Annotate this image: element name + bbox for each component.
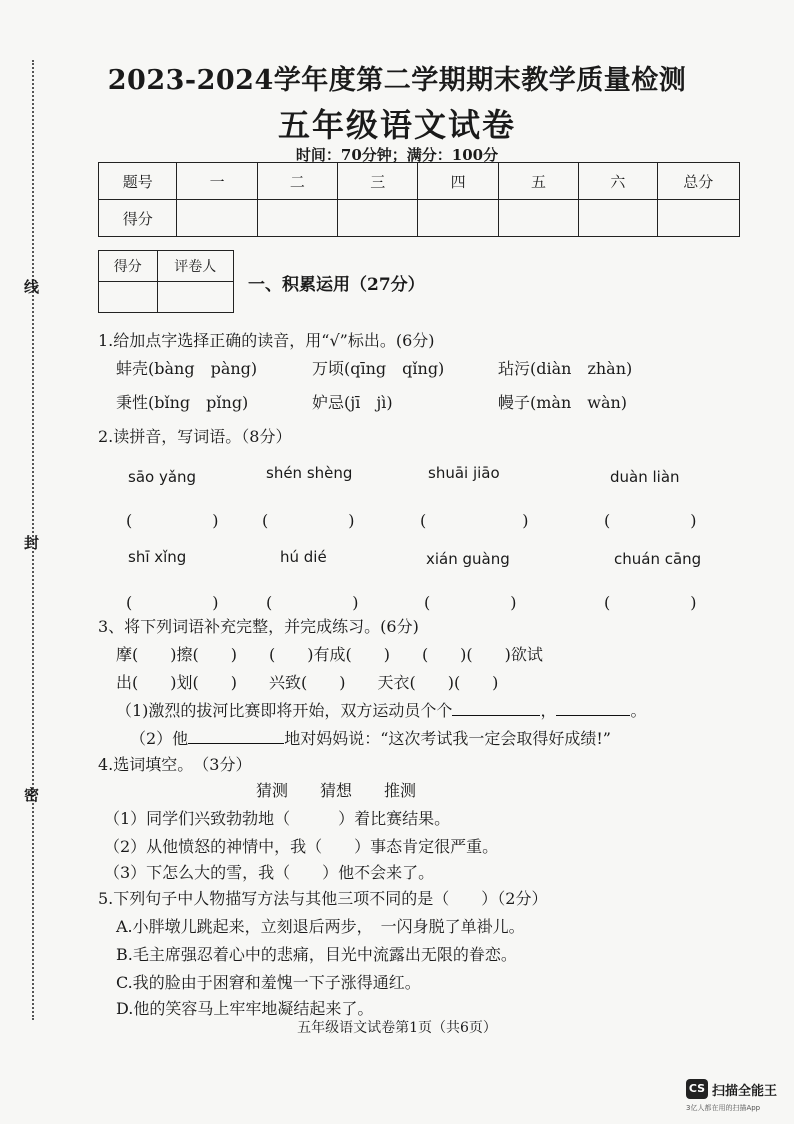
grader-table <box>98 250 234 313</box>
q2-answer-box[interactable]: ( ) <box>126 593 219 612</box>
q4-stem: 4.选词填空。 （3分） <box>98 755 252 774</box>
score-cell: 总分 <box>657 163 739 200</box>
score-cell: 三 <box>338 163 418 200</box>
q3-sub1-end: 。 <box>630 701 647 720</box>
score-input-cell[interactable] <box>579 200 657 237</box>
q1-item: 万顷(qīng qǐng) <box>312 359 445 378</box>
score-table-score-row <box>99 200 740 237</box>
q3-sub2 <box>130 726 611 749</box>
time-score-info: 时间：70分钟；满分：100分 <box>295 146 499 164</box>
side-label-xian: 线 <box>24 278 40 296</box>
q5-option: B.毛主席强忍着心中的悲痛，目光中流露出无限的眷恋。 <box>116 945 517 964</box>
q3-row: 出( )划( ) 兴致( ) 天衣( )( ) <box>116 673 499 692</box>
score-row-label: 得分 <box>99 200 177 237</box>
q3-sub1-text: （1)激烈的拔河比赛即将开始，双方运动员个个 <box>116 701 453 720</box>
q3-sub1-blank[interactable] <box>556 701 630 716</box>
q4-item: （1）同学们兴致勃勃地（ ）着比赛结果。 <box>104 809 451 828</box>
q5-option: D.他的笑容马上牢牢地凝结起来了。 <box>116 999 374 1018</box>
q2-answer-box[interactable]: ( ) <box>604 593 697 612</box>
camscanner-slogan: 3亿人都在用的扫描App <box>686 1104 761 1112</box>
q2-pinyin: shén shèng <box>266 464 353 482</box>
q2-answer-box[interactable]: ( ) <box>604 511 697 530</box>
q1-item: 妒忌(jī jì) <box>312 393 393 412</box>
q3-sub1: （1)激烈的拔河比赛即将开始，双方运动员个个 ， 。 <box>116 701 647 720</box>
q3-sub1-blank[interactable] <box>452 701 540 716</box>
score-cell: 五 <box>498 163 578 200</box>
side-label-feng: 封 <box>24 534 40 552</box>
q1-stem: 1.给加点字选择正确的读音，用“√”标出。(6分) <box>98 331 435 350</box>
q2-pinyin: hú dié <box>280 548 327 566</box>
q2-pinyin: shī xǐng <box>128 548 187 566</box>
q5-option: A.小胖墩儿跳起来，立刻退后两步， 一闪身脱了单褂儿。 <box>116 917 525 936</box>
score-table-header-row <box>99 163 740 200</box>
section-1-title: 一、积累运用（27分） <box>248 275 425 295</box>
page-footer: 五年级语文试卷第1页（共6页） <box>297 1020 497 1036</box>
score-cell: 题号 <box>99 163 177 200</box>
score-cell: 二 <box>257 163 337 200</box>
q2-pinyin: sāo yǎng <box>128 468 197 486</box>
score-input-cell[interactable] <box>657 200 739 237</box>
q1-item: 玷污(diàn zhàn) <box>498 359 633 378</box>
grader-score-label: 得分 <box>99 251 158 282</box>
q3-sub2-blank[interactable] <box>188 729 284 744</box>
q5-stem: 5.下列句子中人物描写方法与其他三项不同的是（ ）（2分） <box>98 889 548 908</box>
score-cell: 六 <box>579 163 657 200</box>
grader-name-label: 评卷人 <box>157 251 233 282</box>
score-input-cell[interactable] <box>338 200 418 237</box>
q1-item: 蚌壳(bàng pàng) <box>116 359 258 378</box>
q2-answer-box[interactable]: ( ) <box>262 511 355 530</box>
q2-answer-box[interactable]: ( ) <box>424 593 517 612</box>
q3-row: 摩( )擦( ) ( )有成( ) ( )( )欲试 <box>116 645 543 664</box>
q2-answer-box[interactable]: ( ) <box>126 511 219 530</box>
q1-item: 秉性(bǐng pǐng) <box>116 393 249 412</box>
grader-name-input[interactable] <box>157 282 233 313</box>
exam-title: 2023-2024学年度第二学期期末教学质量检测 <box>107 65 687 96</box>
q2-answer-box[interactable]: ( ) <box>266 593 359 612</box>
q2-pinyin: shuāi jiāo <box>428 464 500 482</box>
side-label-mi: 密 <box>24 786 40 804</box>
q5-option: C.我的脸由于困窘和羞愧一下子涨得通红。 <box>116 973 421 992</box>
score-cell: 一 <box>177 163 257 200</box>
q4-item: （3）下怎么大的雪，我（ ）他不会来了。 <box>104 863 435 882</box>
q3-sub2-pre: （2）他 <box>130 729 189 748</box>
score-input-cell[interactable] <box>257 200 337 237</box>
q3-sub2-post: 地对妈妈说：“这次考试我一定会取得好成绩!” <box>284 729 611 748</box>
q2-pinyin: duàn liàn <box>610 468 680 486</box>
q4-item: （2）从他愤怒的神情中，我（ ）事态肯定很严重。 <box>104 837 499 856</box>
score-input-cell[interactable] <box>498 200 578 237</box>
score-input-cell[interactable] <box>418 200 498 237</box>
camscanner-logo-icon: CS <box>686 1079 708 1099</box>
grader-score-input[interactable] <box>99 282 158 313</box>
q1-item: 幔子(màn wàn) <box>498 393 628 412</box>
score-input-cell[interactable] <box>177 200 257 237</box>
q3-stem: 3、将下列词语补充完整，并完成练习。(6分) <box>98 617 419 636</box>
q2-pinyin: chuán cāng <box>614 550 702 568</box>
camscanner-name: 扫描全能王 <box>712 1084 778 1099</box>
q4-options: 猜测 猜想 推测 <box>256 781 417 800</box>
q2-stem: 2.读拼音，写词语。（8分） <box>98 427 292 446</box>
paper-title: 五年级语文试卷 <box>277 106 516 144</box>
score-table <box>98 162 740 237</box>
score-cell: 四 <box>418 163 498 200</box>
q2-answer-box[interactable]: ( ) <box>420 511 529 530</box>
q2-pinyin: xián guàng <box>426 550 510 568</box>
